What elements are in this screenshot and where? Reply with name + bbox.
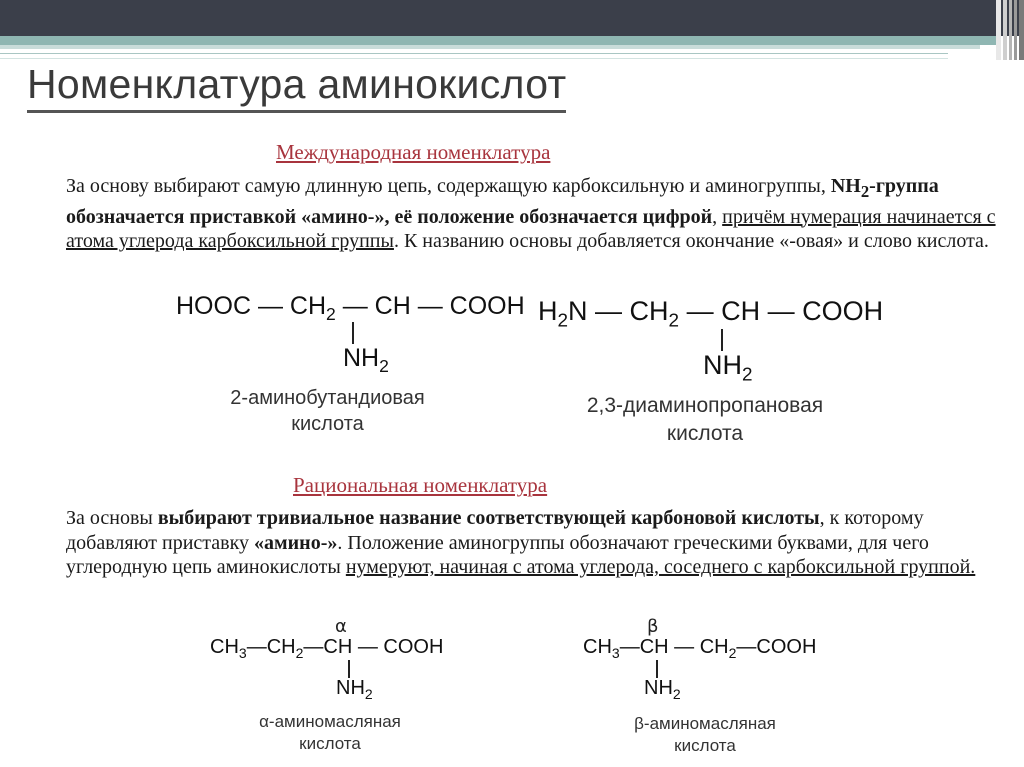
formula1-bond-1: — <box>257 292 283 320</box>
formula3-caption <box>230 711 430 755</box>
formula4-caption-line-1: β-аминомасляная <box>634 714 776 733</box>
header-accent-bar <box>0 36 1000 45</box>
intl-bold-nh: $NH_2$ <box>830 175 870 201</box>
rational-text-3: . Положение аминогруппы обозначают греческими буквами, для чего углеродную цепь аминокислоты <box>66 531 929 578</box>
formula3-nh2: $NH_2$ <box>336 677 373 702</box>
formula1-caption <box>210 385 445 437</box>
formula2-cooh: COOH <box>802 296 884 326</box>
rational-bold-1: выбирают тривиальное название соответствующей карбоновой кислоты <box>157 507 820 529</box>
international-heading: Международная номенклатура <box>276 140 551 164</box>
formula2-nh2: $NH_2$ <box>703 350 753 386</box>
intl-text-3: . К названию основы добавляется окончание «-овая» и слово кислота. <box>393 230 989 252</box>
rational-bold-2: «амино-» <box>254 531 338 554</box>
intl-bold-1: -группа обозначается приставкой «амино-», её положение обозначается цифрой <box>66 175 939 228</box>
formula1-cooh: COOH <box>449 292 525 320</box>
formula4-caption-line-2: кислота <box>674 736 736 755</box>
corner-stripe-4 <box>1014 0 1017 60</box>
formula4-vertical-bond <box>656 660 658 678</box>
formula1-bond-2: — <box>342 292 368 320</box>
intl-underline-1: причём нумерация начинается с атома углерода карбоксильной группы <box>66 205 996 252</box>
rational-heading: Рациональная номенклатура <box>293 473 548 497</box>
formula4-chain <box>583 636 816 661</box>
formula2-caption-line-1: 2,3-диаминопропановая <box>586 394 824 417</box>
header-rule-1 <box>0 53 948 54</box>
corner-stripe-5 <box>1019 0 1024 60</box>
formula4-bond-2: — <box>668 636 700 658</box>
formula4-caption <box>600 713 810 757</box>
formula1-caption-line-2: кислота <box>291 413 364 435</box>
rational-underline-1: нумеруют, начиная с атома углерода, соседнего с карбоксильной группой. <box>345 556 976 578</box>
formula3-cooh: COOH <box>383 636 444 658</box>
formula1-hooc: HOOC <box>176 292 251 320</box>
formula3-chain <box>210 636 443 661</box>
formula2-caption-line-2: кислота <box>666 422 744 445</box>
formula3-ch3: $CH_3$ <box>210 636 247 661</box>
header-bar <box>0 0 1024 36</box>
formula3-bond-2: — <box>303 636 324 658</box>
formula3-ch: CH <box>323 636 353 658</box>
formula4-bond-1: — <box>619 636 640 658</box>
formula2-caption <box>540 392 870 448</box>
formula4-nh2: $NH_2$ <box>644 677 681 702</box>
international-paragraph <box>66 174 1024 254</box>
rational-text-1: За основы <box>66 507 158 529</box>
corner-stripe-2 <box>1003 0 1007 60</box>
corner-stripe-3 <box>1009 0 1012 60</box>
corner-stripe-1 <box>996 0 1001 60</box>
formula3-ch2: $CH_2$ <box>266 636 304 661</box>
formula2-chain <box>538 296 883 333</box>
formula3-vertical-bond <box>348 660 350 678</box>
formula3-caption-line-1: α-аминомасляная <box>259 712 401 731</box>
rational-paragraph <box>66 506 1001 580</box>
formula4-bond-3: — <box>736 636 757 658</box>
intl-text-1: За основу выбирают самую длинную цепь, содержащую карбоксильную и аминогруппы, <box>66 175 826 197</box>
formula3-bond-3: — <box>352 636 384 658</box>
formula1-chain <box>176 292 525 325</box>
formula1-caption-line-1: 2-аминобутандиовая <box>230 387 425 409</box>
formula1-nh2: $NH_2$ <box>343 344 389 377</box>
formula2-bond-1: — <box>595 296 623 326</box>
formula1-bond-3: — <box>417 292 443 320</box>
formula2-h2n: $H_2N$ <box>538 296 588 332</box>
formula4-ch3: $CH_3$ <box>583 636 620 661</box>
header-accent-light <box>0 45 980 49</box>
header-rule-2 <box>0 58 948 59</box>
formula2-ch: CH <box>721 296 761 326</box>
formula3-bond-1: — <box>246 636 267 658</box>
formula2-bond-3: — <box>767 296 795 326</box>
formula4-ch2: $CH_2$ <box>699 636 737 661</box>
formula2-vertical-bond <box>721 329 723 351</box>
rational-text-2: , к которому добавляют приставку <box>66 507 924 554</box>
formula2-bond-2: — <box>686 296 714 326</box>
formula3-caption-line-2: кислота <box>299 734 361 753</box>
formula1-ch2: $CH_2$ <box>289 292 336 325</box>
formula4-cooh: COOH <box>756 636 817 658</box>
formula1-ch: CH <box>374 292 411 320</box>
formula4-ch: CH <box>639 636 669 658</box>
formula2-ch2: $CH_2$ <box>629 296 680 332</box>
formula1-vertical-bond <box>352 322 354 344</box>
formula4-greek-label: β <box>647 616 659 637</box>
formula3-greek-label: α <box>335 616 347 637</box>
intl-text-2: , <box>712 205 723 228</box>
page-title: Номенклатура аминокислот <box>27 60 566 113</box>
